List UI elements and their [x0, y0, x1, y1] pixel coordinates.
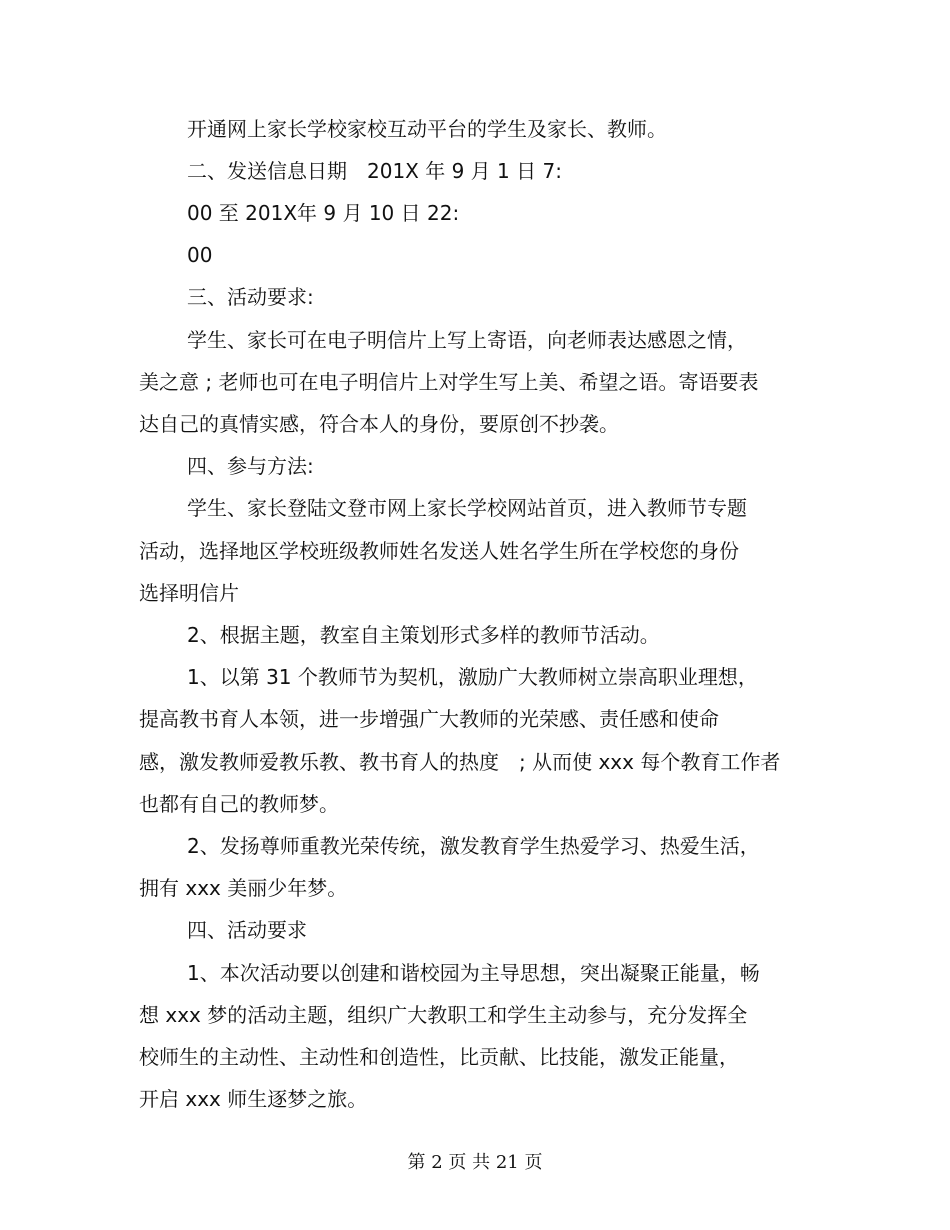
text-line-21: 1、本次活动要以创建和谐校园为主导思想，突出凝聚正能量，畅: [187, 961, 760, 985]
text-line-22: 想 xxx 梦的活动主题，组织广大教职工和学生主动参与，充分发挥全: [139, 1003, 748, 1027]
text-line-8: 达自己的真情实感，符合本人的身份，要原创不抄袭。: [139, 412, 619, 436]
text-line-19: 拥有 xxx 美丽少年梦。: [139, 876, 348, 900]
text-line-1: 开通网上家长学校家校互动平台的学生及家长、教师。: [187, 117, 667, 141]
text-line-16: 感，激发教师爱教乐教、教书育人的热度 ; 从而使 xxx 每个教育工作者: [139, 750, 781, 774]
text-line-4: 00: [187, 243, 213, 267]
text-line-12: 选择明信片: [139, 581, 239, 605]
text-line-7: 美之意 ; 老师也可在电子明信片上对学生写上美、希望之语。寄语要表: [139, 370, 759, 394]
section-heading-requirements: 三、活动要求:: [187, 285, 314, 309]
text-line-24: 开启 xxx 师生逐梦之旅。: [139, 1087, 368, 1111]
text-line-18: 2、发扬尊师重教光荣传统，激发教育学生热爱学习、热爱生活，: [187, 834, 760, 858]
text-line-14: 1、以第 31 个教师节为契机，激励广大教师树立崇高职业理想，: [187, 665, 758, 689]
section-heading-activity-requirements: 四、活动要求: [187, 918, 307, 942]
text-line-2: 二、发送信息日期 201X 年 9 月 1 日 7:: [187, 159, 562, 183]
page-number-footer: 第 2 页 共 21 页: [407, 1152, 543, 1173]
text-line-3: 00 至 201X年 9 月 10 日 22:: [187, 201, 460, 225]
text-line-11: 活动，选择地区学校班级教师姓名发送人姓名学生所在学校您的身份: [139, 539, 739, 563]
text-line-13: 2、根据主题，教室自主策划形式多样的教师节活动。: [187, 623, 660, 647]
text-line-10: 学生、家长登陆文登市网上家长学校网站首页，进入教师节专题: [187, 496, 747, 520]
section-heading-method: 四、参与方法:: [187, 454, 314, 478]
text-line-23: 校师生的主动性、主动性和创造性，比贡献、比技能，激发正能量，: [139, 1045, 739, 1069]
text-line-15: 提高教书育人本领，进一步增强广大教师的光荣感、责任感和使命: [139, 707, 719, 731]
text-line-17: 也都有自己的教师梦。: [139, 792, 339, 816]
text-line-6: 学生、家长可在电子明信片上写上寄语，向老师表达感恩之情，: [187, 328, 747, 352]
